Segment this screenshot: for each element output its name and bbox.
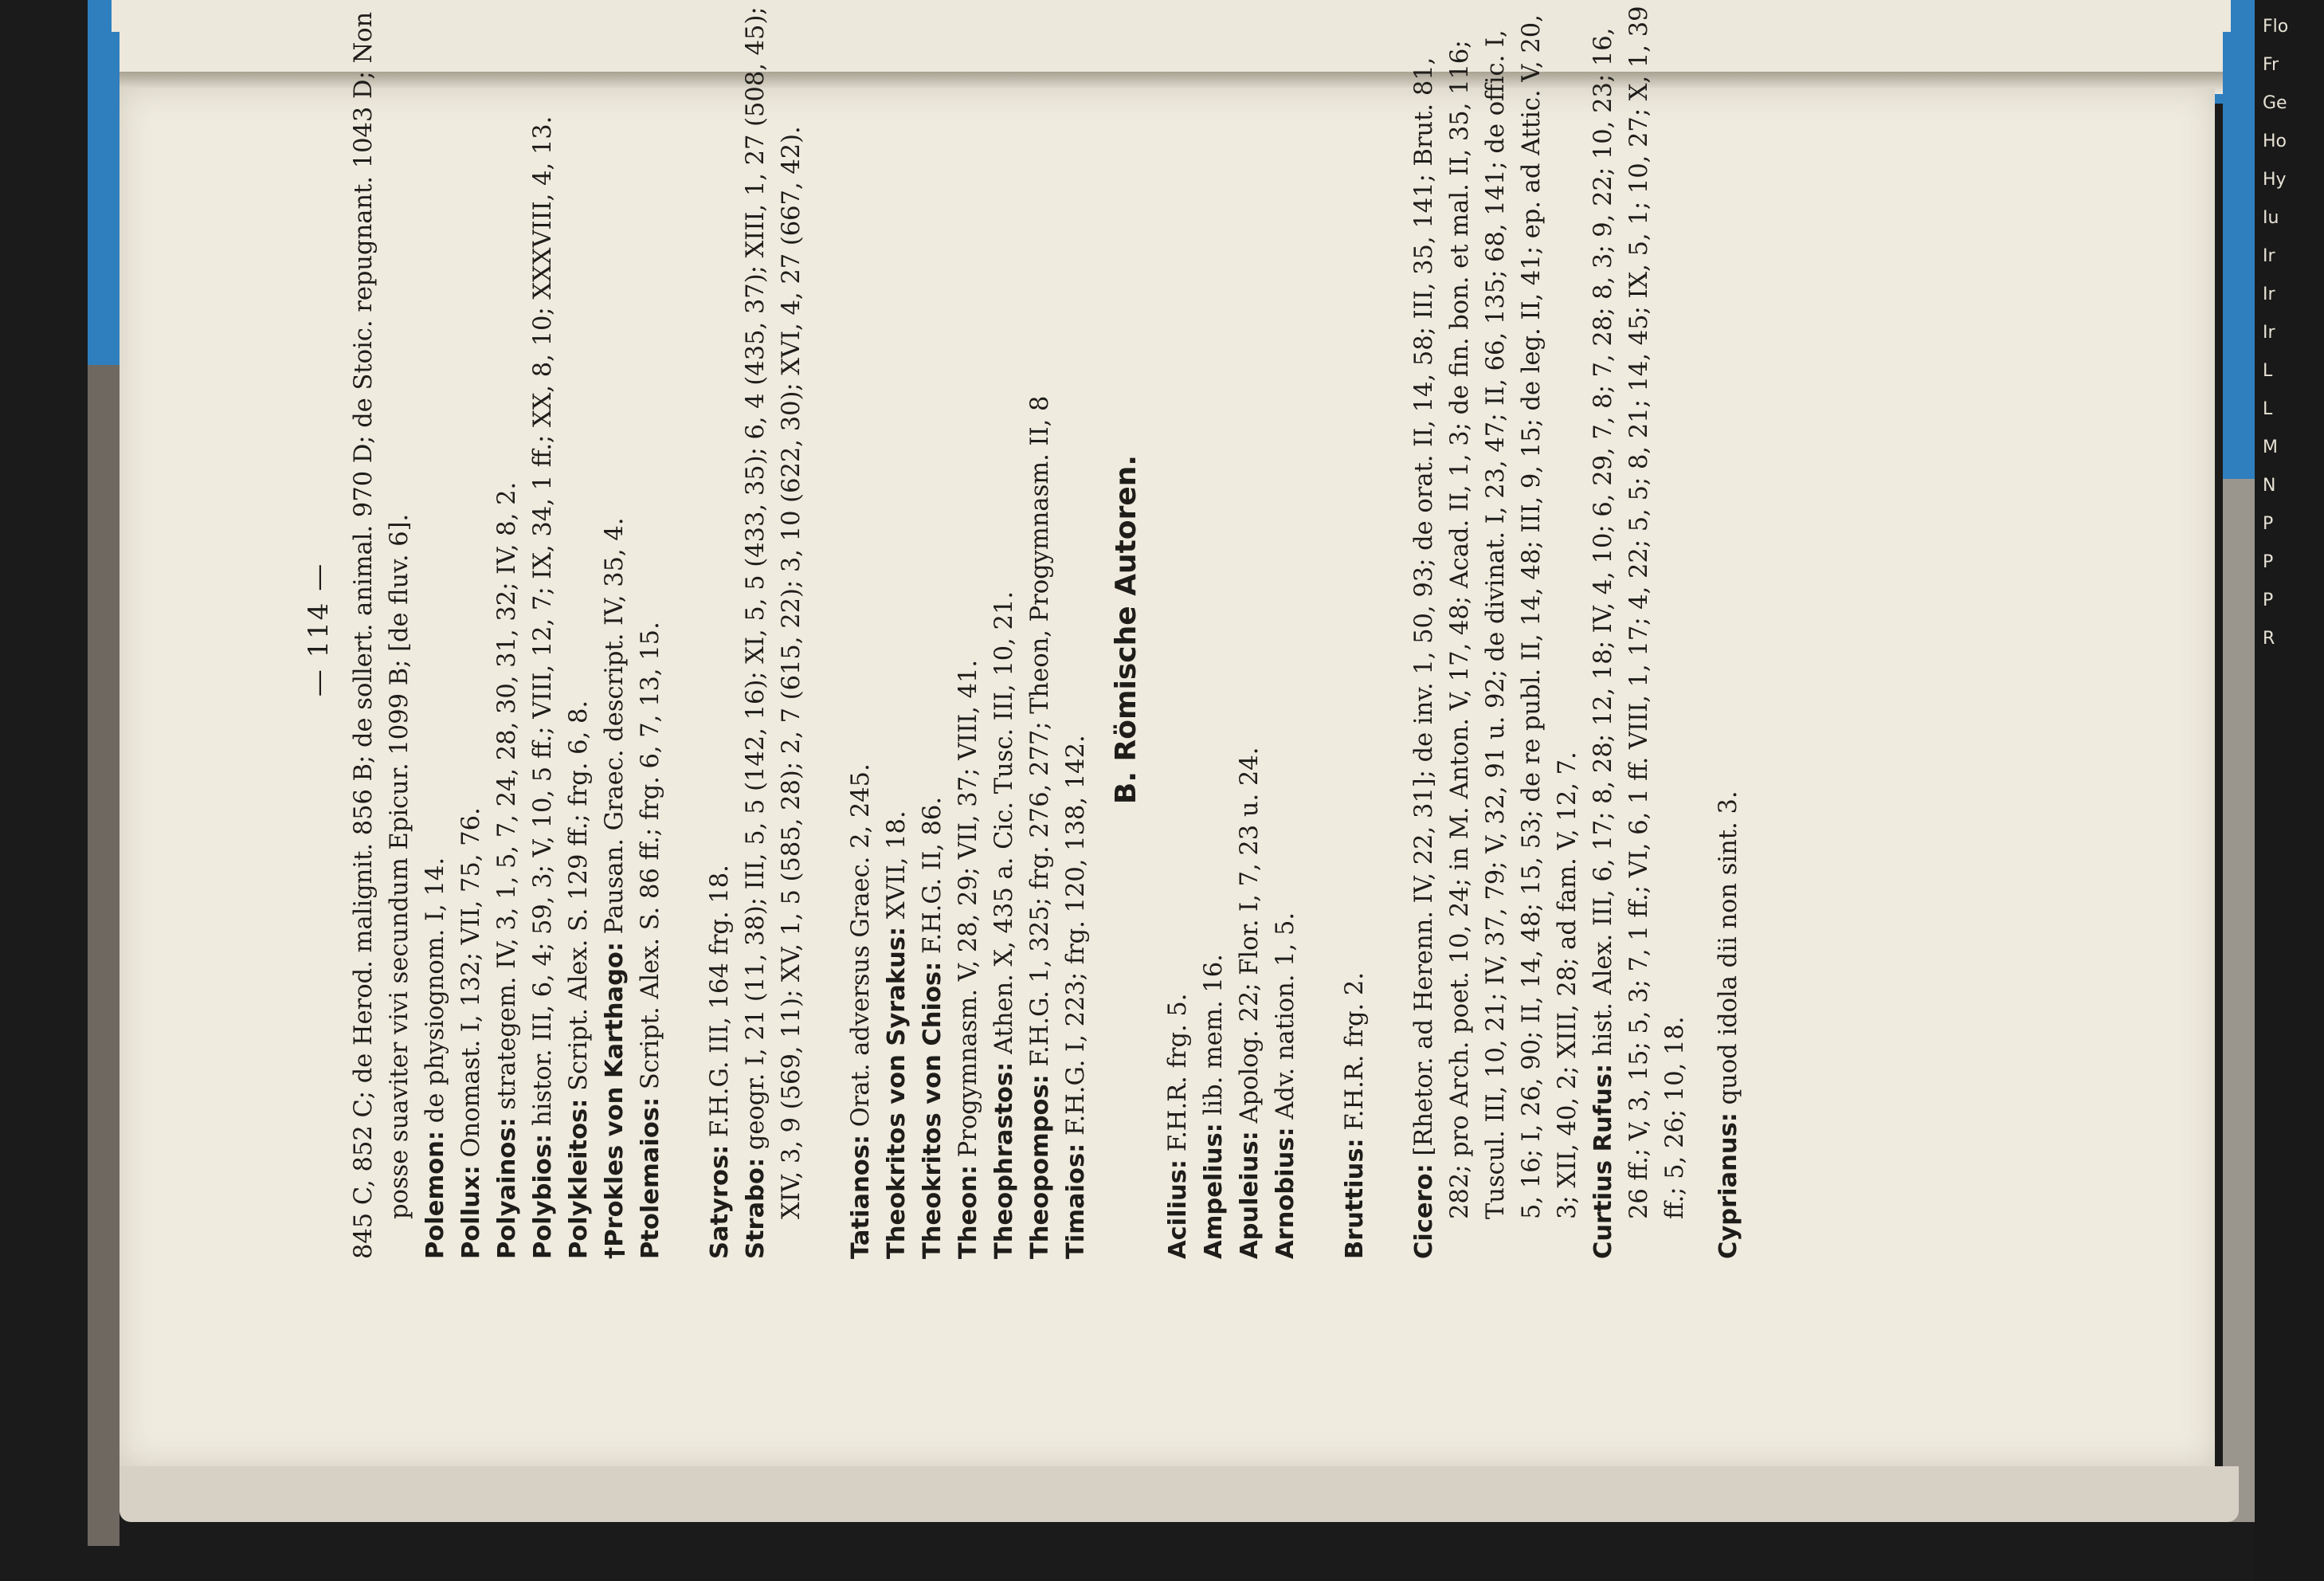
index-entry xyxy=(633,0,668,1259)
index-entry-author: Timaios: xyxy=(1062,1143,1090,1259)
section-title-roman-authors: B. Römische Autoren. xyxy=(1110,454,1142,805)
index-entry-references: F.H.R. frg. 5. xyxy=(1164,993,1192,1159)
index-entry xyxy=(986,0,1022,1259)
facing-page-fragment: L xyxy=(2263,399,2273,419)
index-entry xyxy=(597,0,633,1259)
index-entry xyxy=(738,0,809,1259)
index-entry-references: geogr. I, 21 (11, 38); III, 5, 5 (142, 16); XI, 5, 5 (433, 35); 6, 4 (435, 37); XIII, 1, 27 (508, 45); XIV, 3, 9 (569, 11); XV, 1, 5 (585, 28); 2, 7 (615, 22); 3, 10 (622, 30); XVI, 4, 27 (667, 42). xyxy=(742,6,805,1219)
index-entry-author: Ptolemaios: xyxy=(637,1096,664,1259)
facing-page-fragments xyxy=(2263,8,2318,658)
page-edge xyxy=(120,1466,2239,1522)
index-entry-author: Polemon: xyxy=(421,1130,449,1259)
index-entry-references: F.H.G. III, 164 frg. 18. xyxy=(706,865,734,1145)
index-group-roman-c xyxy=(1406,0,1693,1259)
index-entry-author: Polybios: xyxy=(529,1133,557,1259)
facing-page-fragment: Iu xyxy=(2263,208,2279,228)
index-group-greek-t xyxy=(843,0,1094,1259)
index-group-roman-c2 xyxy=(1711,0,1746,1259)
index-entry-references: Athen. X, 435 a. Cic. Tusc. III, 10, 21. xyxy=(990,590,1018,1062)
facing-page-fragment: Fr xyxy=(2263,55,2279,75)
index-entry-references: hist. Alex. III, 6, 17; 8, 28; 12, 18; IV, 4, 10; 6, 29, 7, 8; 7, 28; 8, 3; 9, 22; 10, 23; 16, 26 ff.; V, 3, 15; 5, 3; 7, 1 ff.; VI, 6, 1 ff. VIII, 1, 17; 4, 22; 5, 5; 8, 21; 14, 45; IX, 5, 1; 10, 27; X, 1, 39 ff.; 5, 26; 10, 18. xyxy=(1589,6,1689,1219)
index-entry-author: Bruttius: xyxy=(1341,1138,1369,1259)
index-entry xyxy=(1268,0,1303,1259)
facing-page-fragment: Ho xyxy=(2263,131,2287,151)
index-page-content xyxy=(301,0,1746,1259)
index-entry-author: Pollux: xyxy=(457,1165,485,1259)
index-entry-author: Theokritos von Chios: xyxy=(919,961,946,1259)
index-entry-author: Curtius Rufus: xyxy=(1589,1063,1617,1259)
index-entry-references: strategem. IV, 3, 1, 5, 7, 24, 28, 30, 31, 32; IV, 8, 2. xyxy=(493,481,521,1118)
index-entry xyxy=(489,0,525,1259)
index-entry-author: Theopompos: xyxy=(1026,1074,1054,1259)
facing-page-fragment: Ir xyxy=(2263,323,2275,343)
index-entry xyxy=(702,0,738,1259)
index-entry-references: F.H.G. II, 86. xyxy=(919,796,946,962)
index-entry xyxy=(417,0,453,1259)
index-entry-author: Strabo: xyxy=(742,1157,770,1259)
index-entry-references: F.H.G. 1, 325; frg. 276, 277; Theon, Progymnasm. II, 8 xyxy=(1026,395,1054,1075)
facing-page-fragment: Ir xyxy=(2263,246,2275,266)
facing-page-fragment: P xyxy=(2263,514,2274,534)
index-entry xyxy=(346,0,417,1259)
index-entry-author: Tatianos: xyxy=(847,1134,875,1259)
index-entry xyxy=(1406,0,1585,1259)
index-entry-author: Theokritos von Syrakus: xyxy=(883,926,911,1259)
index-entry xyxy=(1337,0,1373,1259)
index-entry xyxy=(1232,0,1268,1259)
facing-page-fragment: Flo xyxy=(2263,17,2289,37)
index-entry-references: de physiognom. I, 14. xyxy=(421,857,449,1131)
facing-page-fragment: Ge xyxy=(2263,93,2287,113)
index-entry xyxy=(879,0,915,1259)
index-entry-references: XVII, 18. xyxy=(883,810,911,927)
book-cover-right xyxy=(2223,32,2255,1522)
index-entry xyxy=(915,0,950,1259)
index-entry-references: F.H.R. frg. 2. xyxy=(1341,971,1369,1139)
index-group-greek-s xyxy=(702,0,809,1259)
index-entry xyxy=(1022,0,1058,1259)
index-entry-references: histor. III, 6, 4; 59, 3; V, 10, 5 ff.; VIII, 12, 7; IX, 34, 1 ff.; XX, 8, 10; XXXVIII, 4, 13. xyxy=(529,116,557,1134)
index-entry xyxy=(1585,0,1693,1259)
index-group-roman-a xyxy=(1160,0,1303,1259)
facing-page-fragment: L xyxy=(2263,361,2273,381)
index-entry xyxy=(1196,0,1232,1259)
index-entry-author: Theon: xyxy=(954,1164,982,1259)
facing-page-fragment: Ir xyxy=(2263,284,2275,304)
index-entry-author: Ampelius: xyxy=(1200,1123,1228,1259)
index-entry-author: Polykleitos: xyxy=(565,1098,593,1259)
index-entry-references: Onomast. I, 132; VII, 75, 76. xyxy=(457,807,485,1166)
facing-page-fragment: R xyxy=(2263,629,2275,649)
index-entry-author: Acilius: xyxy=(1164,1159,1192,1259)
index-entry xyxy=(561,0,597,1259)
index-group-roman-b xyxy=(1337,0,1373,1259)
index-entry-author: Satyros: xyxy=(706,1144,734,1259)
page-number: — 114 — xyxy=(303,562,335,697)
index-entry-references: [Rhetor. ad Herenn. IV, 22, 31]; de inv. 1, 50, 93; de orat. II, 14, 58; III, 35, 141; Brut. 81, 282; pro Arch. poet. 10, 24; in M. Anton. V, 17, 48; Acad. II, 1, 3; de fin. bon. et mal. II, 35, 116; Tuscul. III, 10, 21; IV, 37, 79; V, 32, 91 u. 92; de divinat. I, 23, 47; II, 66, 135; 68, 141; de offic. I, 5, 16; I, 26, 90; II, 14, 48; 15, 53; de re publ. II, 14, 48; III, 9, 15; de leg. II, 41; ep. ad Attic. V, 20, 3; XII, 40, 2; XIII, 28; ad fam. V, 12, 7. xyxy=(1410,14,1581,1219)
index-entry-references: Script. Alex. S. 86 ff.; frg. 6, 7, 13, 15. xyxy=(637,622,664,1097)
index-group-greek-p xyxy=(346,0,668,1259)
index-entry-references: lib. mem. 16. xyxy=(1200,954,1228,1124)
book-cover-left xyxy=(88,32,120,1546)
index-entry-references: Progymnasm. V, 28, 29; VII, 37; VIII, 41. xyxy=(954,659,982,1165)
index-entry-author: Polyainos: xyxy=(493,1117,521,1259)
index-entry xyxy=(453,0,489,1259)
facing-page-fragment: M xyxy=(2263,437,2278,457)
index-entry-references: 845 C, 852 C; de Herod. malignit. 856 B; de sollert. animal. 970 D; de Stoic. repugnant. 1043 D; Non posse suaviter vivi secundum Epicur. 1099 B; [de fluv. 6]. xyxy=(350,11,413,1259)
index-entry xyxy=(525,0,561,1259)
facing-page-fragment: N xyxy=(2263,476,2276,496)
index-entry-author: Arnobius: xyxy=(1272,1127,1299,1259)
index-entry-references: F.H.G. I, 223; frg. 120, 138, 142. xyxy=(1062,735,1090,1144)
index-entry xyxy=(950,0,986,1259)
facing-page-fragment: Hy xyxy=(2263,170,2287,190)
index-entry-references: Orat. adversus Graec. 2, 245. xyxy=(847,763,875,1135)
index-entry-references: Script. Alex. S. 129 ff.; frg. 6, 8. xyxy=(565,700,593,1099)
index-entry-references: Adv. nation. 1, 5. xyxy=(1272,912,1299,1128)
index-entry-author: Apuleius: xyxy=(1236,1131,1264,1259)
index-entry xyxy=(1711,0,1746,1259)
index-entry-references: quod idola dii non sint. 3. xyxy=(1715,790,1742,1113)
facing-page-fragment: P xyxy=(2263,552,2274,572)
index-entry xyxy=(1058,0,1094,1259)
index-entry-references: Pausan. Graec. descript. IV, 35, 4. xyxy=(601,517,629,942)
index-entry xyxy=(1160,0,1196,1259)
index-entry-references: Apolog. 22; Flor. I, 7, 23 u. 24. xyxy=(1236,747,1264,1132)
index-entry-author: †Prokles von Karthago: xyxy=(601,941,629,1259)
index-entry-author: Theophrastos: xyxy=(990,1061,1018,1259)
index-entry-author: Cyprianus: xyxy=(1715,1112,1742,1259)
index-entry-author: Cicero: xyxy=(1410,1163,1438,1259)
index-entry xyxy=(843,0,879,1259)
facing-page-fragment: P xyxy=(2263,590,2274,610)
